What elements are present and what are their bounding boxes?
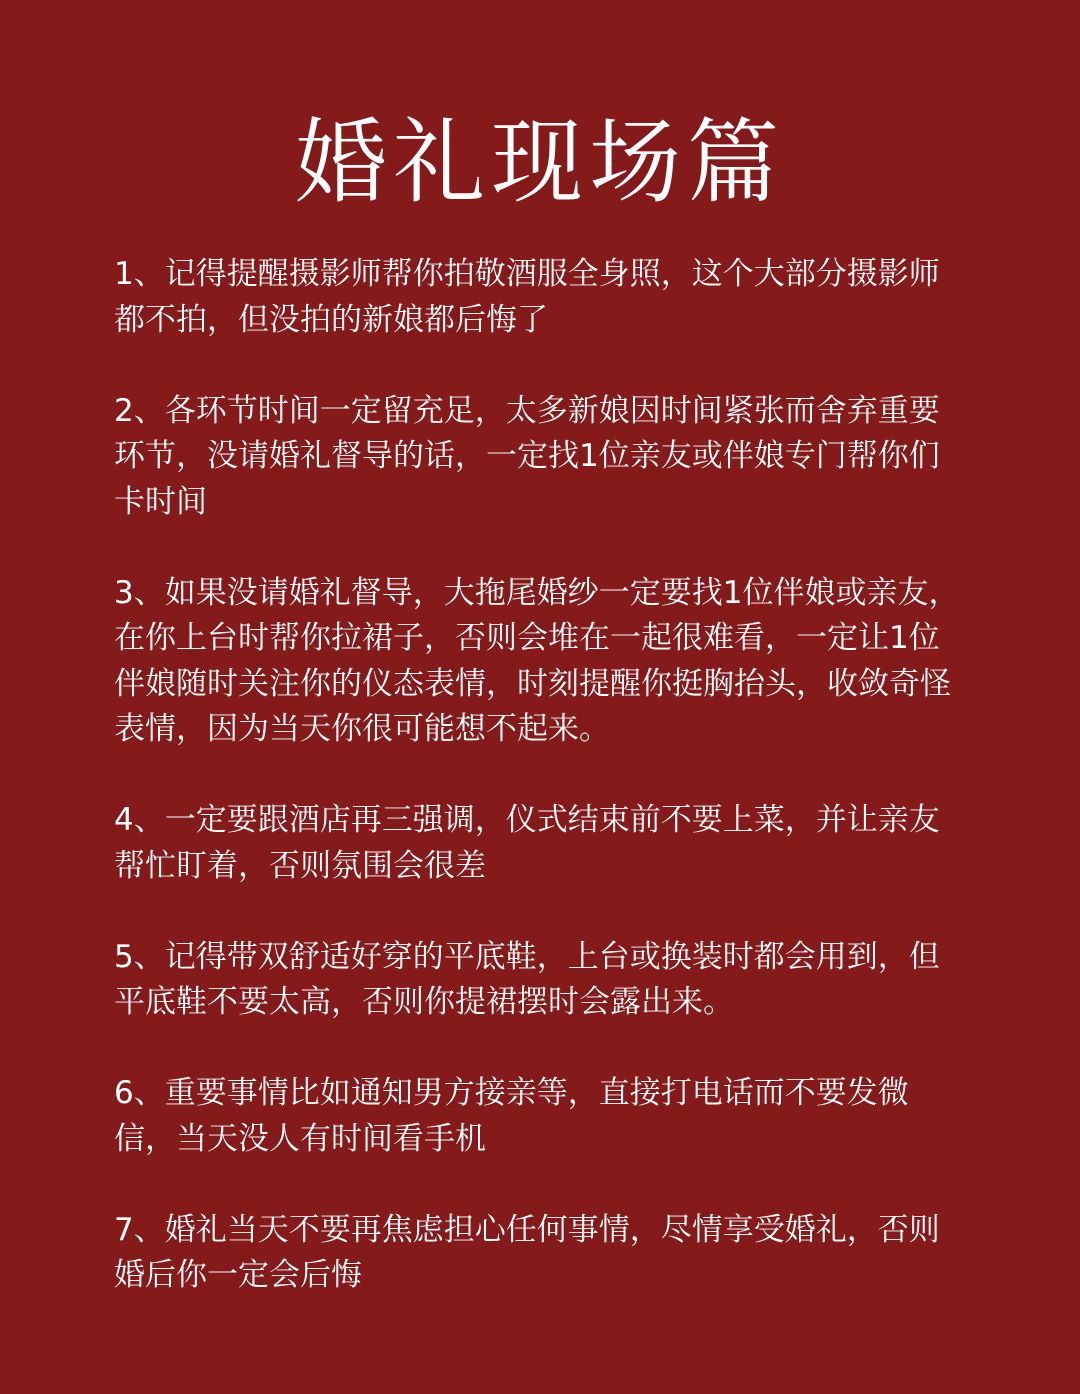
- page-title: 婚礼现场篇: [294, 109, 785, 216]
- tip-item-5: 5、记得带双舒适好穿的平底鞋，上台或换装时都会用到，但平底鞋不要太高，否则你提裙摆时会露出来。: [114, 938, 940, 1020]
- tip-item-1: 1、记得提醒摄影师帮你拍敬酒服全身照，这个大部分摄影师都不拍，但没拍的新娘都后悔了: [114, 256, 940, 338]
- tip-item-3: 3、如果没请婚礼督导，大拖尾婚纱一定要找1位伴娘或亲友，在你上台时帮你拉裙子，否则会堆在一起很难看，一定让1位伴娘随时关注你的仪态表情，时刻提醒你挺胸抬头，收敛奇怪表情，因为当天你很可能想不起来。: [114, 574, 960, 747]
- tip-item-6: 6、重要事情比如通知男方接亲等，直接打电话而不要发微信，当天没人有时间看手机: [114, 1075, 909, 1157]
- tip-item-7: 7、婚礼当天不要再焦虑担心任何事情，尽情享受婚礼，否则婚后你一定会后悔: [114, 1211, 940, 1293]
- tip-item-4: 4、一定要跟酒店再三强调，仪式结束前不要上菜，并让亲友帮忙盯着，否则氛围会很差: [114, 802, 940, 884]
- tips-list: [114, 252, 964, 1344]
- tip-item-2: 2、各环节时间一定留充足，太多新娘因时间紧张而舍弃重要环节，没请婚礼督导的话，一定找1位亲友或伴娘专门帮你们卡时间: [114, 392, 940, 520]
